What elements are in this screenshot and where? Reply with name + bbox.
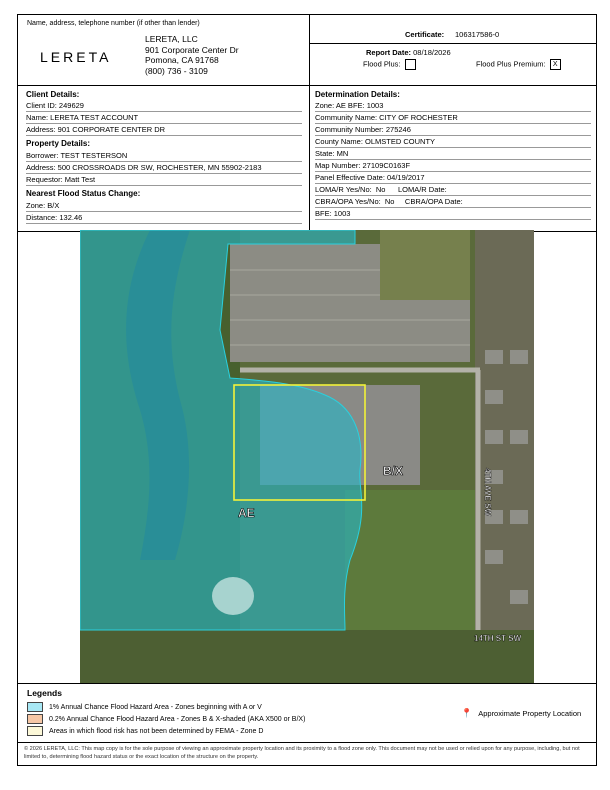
east-neighborhood [475,230,534,684]
report-date: 08/18/2026 [413,48,451,57]
legend-item-zone-d [27,726,263,735]
lender-city: Pomona, CA 91768 [145,55,219,65]
flood-map [80,230,534,684]
legend-section [18,683,596,743]
client-property-column [18,86,310,231]
requestor: Requestor: Matt Test [26,175,302,186]
south-woods [80,630,534,684]
map-pin-icon: 📍 [461,708,473,718]
flood-plus [363,59,416,70]
certificate-header [18,15,596,86]
lender-address [145,34,239,76]
legend-label-zone-d: Areas in which flood risk has not been determined by FEMA - Zone D [49,727,264,735]
lender-name: LERETA, LLC [145,34,198,44]
property-location-legend [461,708,581,719]
zone-label-bx: B/X [383,464,404,478]
det-map-number: Map Number: 27109C0163F [315,161,591,172]
street-4th-ave: 4TH AVE SW [483,468,492,517]
property-address: Address: 500 CROSSROADS DR SW, ROCHESTER, MN 55902-2183 [26,163,302,174]
legend-swatch-zone-d [27,726,43,736]
disclaimer: © 2026 LERETA, LLC: This map copy is for the sole purpose of viewing an approximate property location and its proximity to a flood zone only. This document may not be used or relied upon for any purpose, including, but not limited to, determining flood hazard status or the exact location of the structure on the property. [24,746,580,760]
report-date-label: Report Date: [366,48,412,57]
property-location-label: Approximate Property Location [478,709,582,718]
certificate-frame [17,14,597,766]
legend-label-0-2pct: 0.2% Annual Chance Flood Hazard Area - Zones B & X-shaded (AKA X500 or B/X) [49,715,306,723]
det-loma: LOMA/R Yes/No: No LOMA/R Date: [315,185,591,196]
det-community-number: Community Number: 275246 [315,125,591,136]
legend-swatch-0-2pct [27,714,43,724]
lender-street: 901 Corporate Center Dr [145,44,239,55]
flood-map-svg [80,230,534,684]
det-community-name: Community Name: CITY OF ROCHESTER [315,113,591,124]
property-details-heading: Property Details: [26,139,91,148]
lender-block [18,15,310,85]
borrower: Borrower: TEST TESTERSON [26,151,302,162]
determination-column [309,86,596,231]
det-county: County Name: OLMSTED COUNTY [315,137,591,148]
nearest-flood-heading: Nearest Flood Status Change: [26,189,141,198]
report-date-row [366,48,451,57]
certificate-block [309,15,596,85]
client-id: Client ID: 249629 [26,101,302,112]
det-state: State: MN [315,149,591,160]
legend-label-1pct: 1% Annual Chance Flood Hazard Area - Zones beginning with A or V [49,703,262,711]
nearest-zone: Zone: B/X [26,201,302,212]
south-field [345,490,475,630]
client-name: Name: LERETA TEST ACCOUNT [26,113,302,124]
flood-plus-label: Flood Plus: [363,59,401,69]
det-panel-date: Panel Effective Date: 04/19/2017 [315,173,591,184]
ne-field [380,230,470,300]
client-details-heading: Client Details: [26,90,80,99]
client-address: Address: 901 CORPORATE CENTER DR [26,125,302,136]
lereta-logo: LERETA [40,49,112,65]
certificate-number: 106317586-0 [455,30,500,39]
details-section [18,86,596,232]
flood-plus-premium-checkbox: X [550,59,561,70]
zone-label-ae: AE [238,506,255,520]
legend-title: Legends [27,688,62,698]
legend-swatch-1pct [27,702,43,712]
det-bfe: BFE: 1003 [315,209,591,220]
det-zone: Zone: AE BFE: 1003 [315,101,591,112]
street-14th-st: 14TH ST SW [474,634,522,643]
lender-caption: Name, address, telephone number (if other than lender) [27,20,200,27]
legend-item-1pct [27,702,262,711]
det-cbra: CBRA/OPA Yes/No: No CBRA/OPA Date: [315,197,591,208]
pond [212,577,254,615]
flood-plus-checkbox [405,59,416,70]
certificate-label: Certificate: [405,30,445,39]
flood-plus-premium [476,59,561,70]
lender-phone: (800) 736 - 3109 [145,65,208,76]
determination-heading: Determination Details: [315,90,400,99]
flood-plus-premium-label: Flood Plus Premium: [476,59,546,69]
legend-item-0-2pct [27,714,305,723]
certificate-row [309,15,596,44]
nearest-distance: Distance: 132.46 [26,213,302,224]
